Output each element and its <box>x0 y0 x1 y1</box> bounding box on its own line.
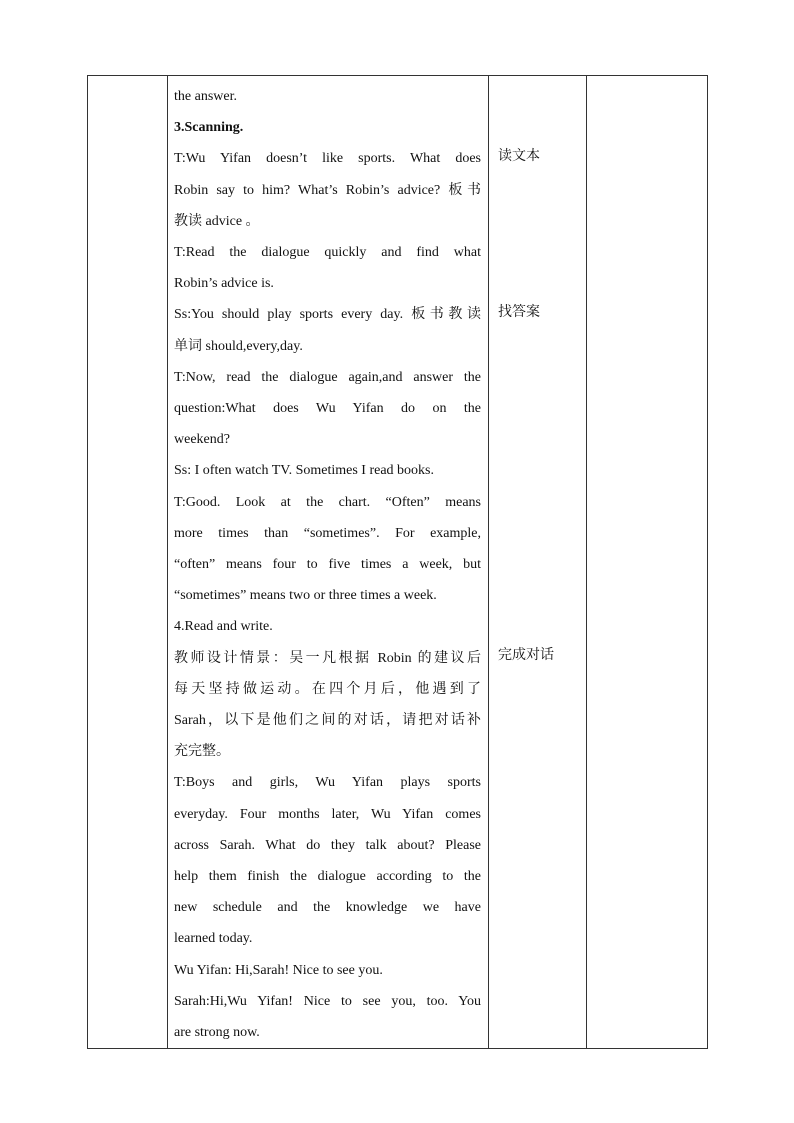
section-heading-read-and-write: 4.Read and write. <box>174 619 273 635</box>
lesson-plan-table <box>87 75 708 1049</box>
text-line: 教师设计情景：吴一凡根据 Robin 的建议后 <box>174 650 481 666</box>
text-line: Ss:You should play sports every day. 板书教读 <box>174 307 481 323</box>
text-line: weekend? <box>174 432 230 448</box>
text-line: T:Now, read the dialogue again,and answer the <box>174 369 481 385</box>
text-line: T:Read the dialogue quickly and find what <box>174 245 481 261</box>
text-line: Sarah，以下是他们之间的对话，请把对话补 <box>174 713 481 729</box>
text-line: help them finish the dialogue according to the <box>174 869 481 885</box>
student-activity-note: 找答案 <box>498 304 540 320</box>
text-line: Ss: I often watch TV. Sometimes I read books. <box>174 463 435 479</box>
text-line: “often” means four to five times a week, but <box>174 557 481 573</box>
text-line: Robin say to him? What’s Robin’s advice? 板书 <box>174 182 481 198</box>
text-line: T:Boys and girls, Wu Yifan plays sports <box>174 775 481 791</box>
text-line: Sarah:Hi,Wu Yifan! Nice to see you, too. You <box>174 993 481 1009</box>
text-line: Wu Yifan: Hi,Sarah! Nice to see you. <box>174 962 383 978</box>
text-line: learned today. <box>174 931 253 947</box>
text-line: 每天坚持做运动。在四个月后，他遇到了 <box>174 681 481 697</box>
text-line: 教读 advice 。 <box>174 213 260 229</box>
text-line: are strong now. <box>174 1025 260 1041</box>
right-blank-cell <box>587 76 708 1049</box>
text-line: everyday. Four months later, Wu Yifan comes <box>174 806 481 822</box>
table-row <box>88 76 708 1049</box>
text-line: the answer. <box>174 89 237 104</box>
text-line: T:Good. Look at the chart. “Often” means <box>174 494 481 510</box>
teaching-process-content <box>168 76 488 1048</box>
text-line: “sometimes” means two or three times a week. <box>174 588 437 604</box>
section-heading-scanning: 3.Scanning. <box>174 120 244 136</box>
student-activity-note: 完成对话 <box>498 647 554 663</box>
text-line: Robin’s advice is. <box>174 276 274 292</box>
text-line: new schedule and the knowledge we have <box>174 900 481 916</box>
student-activity-note: 读文本 <box>498 148 540 164</box>
student-activity-cell <box>489 76 587 1049</box>
text-line: question:What does Wu Yifan do on the <box>174 401 481 417</box>
teaching-process-cell <box>168 76 489 1049</box>
text-line: 单词 should,every,day. <box>174 338 303 354</box>
text-line: 充完整。 <box>174 744 230 760</box>
text-line: across Sarah. What do they talk about? Please <box>174 837 481 853</box>
left-blank-cell <box>88 76 168 1049</box>
text-line: more times than “sometimes”. For example, <box>174 525 481 541</box>
text-line: T:Wu Yifan doesn’t like sports. What does <box>174 151 481 167</box>
